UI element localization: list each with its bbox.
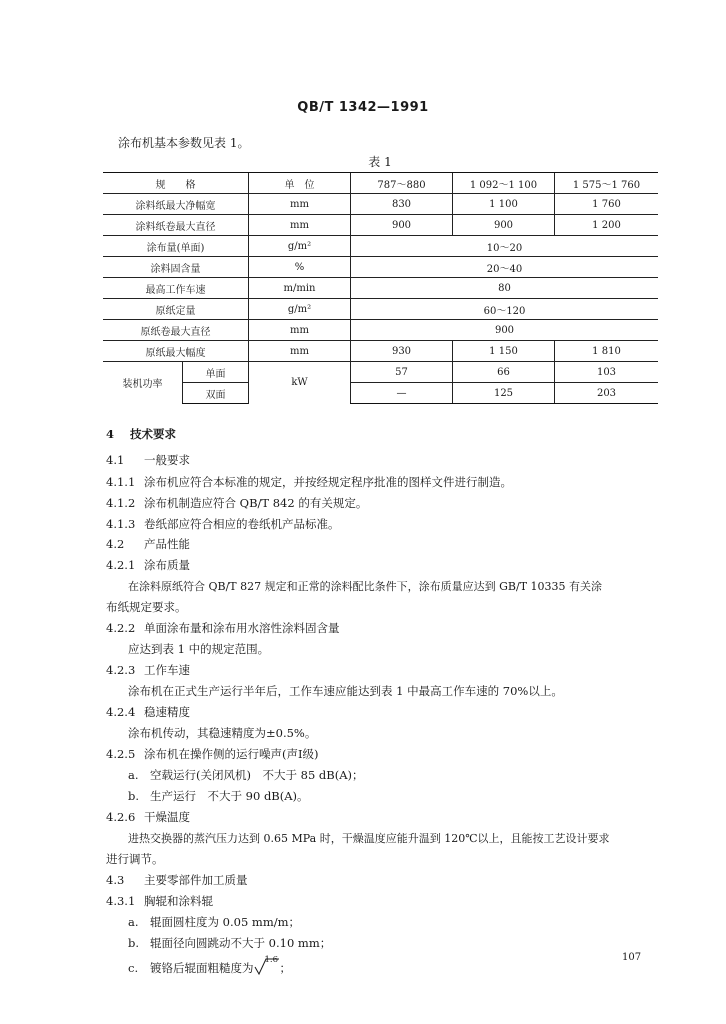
- clause-4-3-1-item-a: [128, 914, 300, 930]
- table-row: [103, 236, 658, 257]
- row-unit: m/min: [249, 278, 351, 299]
- item-text: 镀铬后辊面粗糙度为: [150, 961, 254, 975]
- row-value-b: 1 100: [453, 194, 555, 215]
- item-label: b.: [128, 936, 140, 950]
- section-4-3-heading: [106, 872, 248, 888]
- row-value-b: 900: [453, 215, 555, 236]
- power-double-c: 203: [555, 383, 659, 404]
- table-caption: 表 1: [368, 155, 392, 169]
- item-label: b.: [128, 789, 140, 803]
- row-value-c: 1 760: [555, 194, 659, 215]
- row-value-span: 10～20: [351, 236, 659, 257]
- row-unit: mm: [249, 215, 351, 236]
- clause-text: 单面涂布量和涂布用水溶性涂料固含量: [144, 621, 340, 635]
- clause-number: 4.2.6: [106, 810, 136, 824]
- roughness-value: 1.6: [264, 955, 279, 965]
- clause-number: 4.2.2: [106, 621, 136, 635]
- row-unit: %: [249, 257, 351, 278]
- clause-4-2-1: [106, 557, 190, 573]
- table-row: [103, 215, 658, 236]
- section-number: 4: [106, 427, 115, 441]
- header-width-a: 787～880: [351, 173, 453, 194]
- table-header-row: [103, 173, 658, 194]
- clause-4-1-3: [106, 516, 340, 532]
- clause-text: 涂布机应符合本标准的规定，并按经规定程序批准的图样文件进行制造。: [144, 475, 512, 489]
- clause-4-2-6-paragraph-line-1: 进热交换器的蒸汽压力达到 0.65 MPa 时，干燥温度应能升温到 120℃以上，且能按工艺设计要求: [128, 832, 610, 845]
- item-text: 空载运行(关闭风机) 不大于 85 dB(A)；: [150, 768, 364, 782]
- clause-text: 涂布质量: [144, 558, 190, 572]
- clause-4-3-1-item-c: [128, 955, 291, 976]
- clause-number: 4.2.5: [106, 747, 136, 761]
- clause-4-2-4: [106, 704, 190, 720]
- clause-text: 工作车速: [144, 663, 190, 677]
- section-4-heading: [106, 426, 176, 442]
- table-row: [103, 341, 658, 362]
- clause-4-2-3-paragraph: 涂布机在正式生产运行半年后，工作车速应能达到表 1 中最高工作车速的 70%以上。: [128, 684, 563, 698]
- clause-4-1-1: [106, 474, 512, 490]
- clause-4-2-3: [106, 662, 190, 678]
- header-width-b: 1 092～1 100: [453, 173, 555, 194]
- item-text: 生产运行 不大于 90 dB(A)。: [150, 789, 309, 803]
- clause-4-2-4-paragraph: 涂布机传动，其稳速精度为±0.5%。: [128, 726, 317, 740]
- header-unit: 单 位: [249, 173, 351, 194]
- clause-number: 4.2.1: [106, 558, 136, 572]
- row-name: 原纸卷最大直径: [103, 320, 249, 341]
- table-row: [103, 299, 658, 320]
- row-value-c: 1 200: [555, 215, 659, 236]
- row-unit: mm: [249, 320, 351, 341]
- row-name: 原纸最大幅度: [103, 341, 249, 362]
- clause-4-3-1-item-b: [128, 935, 331, 951]
- power-label: 装机功率: [103, 362, 183, 404]
- clause-number: 4.2.4: [106, 705, 136, 719]
- item-suffix: ；: [279, 961, 291, 975]
- row-value-c: 1 810: [555, 341, 659, 362]
- power-double-b: 125: [453, 383, 555, 404]
- row-unit: g/m²: [249, 299, 351, 320]
- row-value-span: 80: [351, 278, 659, 299]
- clause-4-2-2: [106, 620, 340, 636]
- header-width-c: 1 575～1 760: [555, 173, 659, 194]
- clause-text: 稳速精度: [144, 705, 190, 719]
- clause-4-2-2-paragraph: 应达到表 1 中的规定范围。: [128, 642, 270, 656]
- clause-4-2-1-paragraph-line-1: 在涂料原纸符合 QB/T 827 规定和正常的涂料配比条件下，涂布质量应达到 GB/T 10335 有关涂: [128, 580, 603, 593]
- clause-4-2-6-paragraph-line-2: 进行调节。: [106, 852, 164, 866]
- row-value-a: 930: [351, 341, 453, 362]
- table-row: [103, 278, 658, 299]
- section-title: 产品性能: [144, 537, 190, 551]
- row-unit: mm: [249, 341, 351, 362]
- row-unit: mm: [249, 194, 351, 215]
- clause-number: 4.2.3: [106, 663, 136, 677]
- table-intro-text: 涂布机基本参数见表 1。: [118, 136, 250, 150]
- clause-text: 涂布机制造应符合 QB/T 842 的有关规定。: [144, 496, 368, 510]
- table-row: [103, 257, 658, 278]
- item-text: 辊面圆柱度为 0.05 mm/m；: [150, 915, 301, 929]
- row-value-span: 20～40: [351, 257, 659, 278]
- row-name: 涂料纸最大净幅宽: [103, 194, 249, 215]
- clause-number: 4.1.3: [106, 517, 136, 531]
- clause-4-1-2: [106, 495, 367, 511]
- row-name: 原纸定量: [103, 299, 249, 320]
- table-row-power-double: [103, 383, 658, 404]
- clause-text: 涂布机在操作侧的运行噪声(声Ⅰ级): [144, 747, 319, 761]
- row-name: 涂料纸卷最大直径: [103, 215, 249, 236]
- section-number: 4.1: [106, 453, 125, 467]
- section-title: 主要零部件加工质量: [144, 873, 248, 887]
- clause-number: 4.1.2: [106, 496, 136, 510]
- roughness-symbol-icon: [254, 955, 280, 974]
- power-single-b: 66: [453, 362, 555, 383]
- row-name: 涂料固含量: [103, 257, 249, 278]
- parameter-table: [103, 172, 658, 404]
- clause-text: 卷纸部应符合相应的卷纸机产品标准。: [144, 517, 340, 531]
- clause-4-2-5: [106, 746, 319, 762]
- table-row-power-single: [103, 362, 658, 383]
- standard-code-header: QB/T 1342—1991: [297, 100, 429, 115]
- row-name: 最高工作车速: [103, 278, 249, 299]
- table-row: [103, 194, 658, 215]
- row-value-a: 900: [351, 215, 453, 236]
- clause-4-3-1: [106, 893, 213, 909]
- power-unit: kW: [249, 362, 351, 404]
- item-label: a.: [128, 768, 139, 782]
- clause-4-2-5-item-b: [128, 788, 309, 804]
- power-single-label: 单面: [183, 362, 249, 383]
- row-value-a: 830: [351, 194, 453, 215]
- row-value-b: 1 150: [453, 341, 555, 362]
- item-label: c.: [128, 961, 139, 975]
- clause-number: 4.3.1: [106, 894, 136, 908]
- clause-4-2-5-item-a: [128, 767, 364, 783]
- section-number: 4.2: [106, 537, 125, 551]
- power-double-a: —: [351, 383, 453, 404]
- power-single-a: 57: [351, 362, 453, 383]
- section-4-1-heading: [106, 452, 190, 468]
- clause-text: 胸辊和涂料辊: [144, 894, 213, 908]
- section-4-2-heading: [106, 536, 190, 552]
- clause-number: 4.1.1: [106, 475, 136, 489]
- row-name: 涂布量(单面): [103, 236, 249, 257]
- row-value-span: 900: [351, 320, 659, 341]
- clause-4-2-6: [106, 809, 190, 825]
- page-number: 107: [622, 952, 642, 963]
- section-number: 4.3: [106, 873, 125, 887]
- power-single-c: 103: [555, 362, 659, 383]
- row-value-span: 60～120: [351, 299, 659, 320]
- header-spec: 规 格: [103, 173, 249, 194]
- clause-text: 干燥温度: [144, 810, 190, 824]
- item-text: 辊面径向圆跳动不大于 0.10 mm；: [150, 936, 332, 950]
- row-unit: g/m²: [249, 236, 351, 257]
- clause-4-2-1-paragraph-line-2: 布纸规定要求。: [106, 600, 187, 614]
- section-title: 一般要求: [144, 453, 190, 467]
- power-double-label: 双面: [183, 383, 249, 404]
- table-row: [103, 320, 658, 341]
- section-title: 技术要求: [130, 427, 176, 441]
- item-label: a.: [128, 915, 139, 929]
